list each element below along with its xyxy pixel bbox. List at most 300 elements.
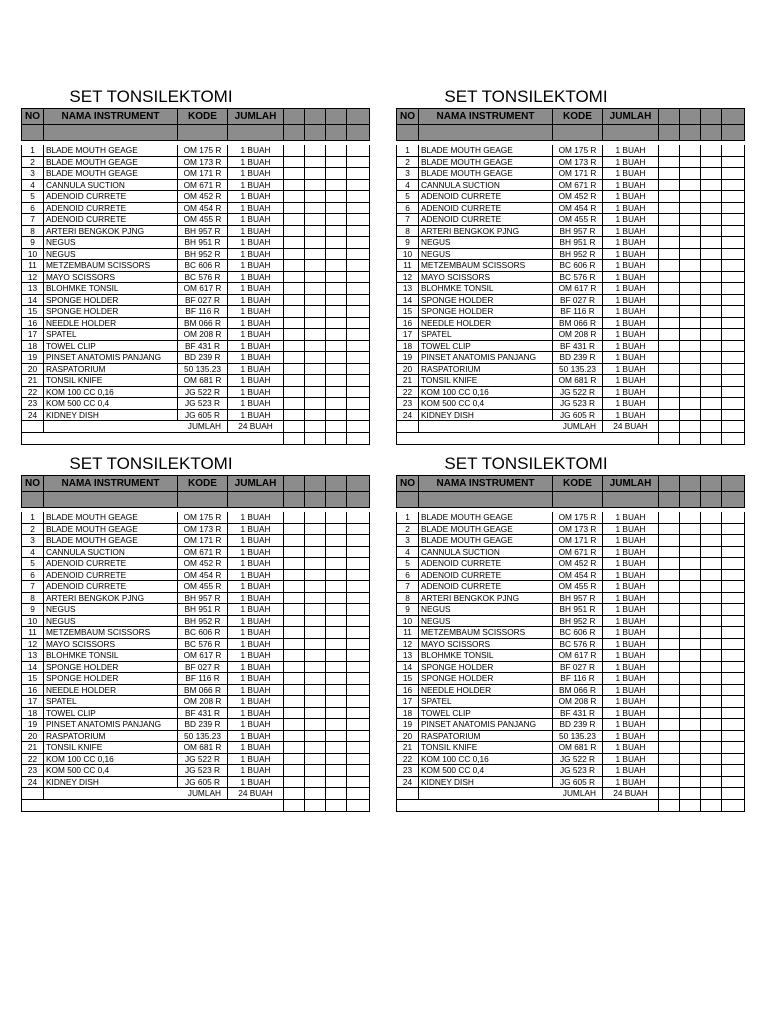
check-cell[interactable] <box>659 742 680 754</box>
check-cell[interactable] <box>659 363 680 375</box>
check-cell[interactable] <box>659 707 680 719</box>
check-cell[interactable] <box>284 742 305 754</box>
check-cell[interactable] <box>680 363 701 375</box>
check-cell[interactable] <box>680 237 701 249</box>
check-cell[interactable] <box>701 546 722 558</box>
check-cell[interactable] <box>659 581 680 593</box>
check-cell[interactable] <box>722 398 745 410</box>
check-cell[interactable] <box>680 191 701 203</box>
check-cell[interactable] <box>722 696 745 708</box>
check-cell[interactable] <box>722 271 745 283</box>
check-cell[interactable] <box>284 765 305 777</box>
check-cell[interactable] <box>305 168 326 180</box>
check-cell[interactable] <box>305 145 326 156</box>
check-cell[interactable] <box>701 558 722 570</box>
check-cell[interactable] <box>347 237 370 249</box>
check-cell[interactable] <box>305 592 326 604</box>
check-cell[interactable] <box>347 260 370 272</box>
check-cell[interactable] <box>722 248 745 260</box>
check-cell[interactable] <box>305 696 326 708</box>
check-cell[interactable] <box>284 696 305 708</box>
check-cell[interactable] <box>305 283 326 295</box>
check-cell[interactable] <box>326 260 347 272</box>
check-cell[interactable] <box>701 707 722 719</box>
check-cell[interactable] <box>722 225 745 237</box>
check-cell[interactable] <box>326 673 347 685</box>
check-cell[interactable] <box>680 765 701 777</box>
check-cell[interactable] <box>722 753 745 765</box>
check-cell[interactable] <box>680 581 701 593</box>
check-cell[interactable] <box>680 558 701 570</box>
check-cell[interactable] <box>326 225 347 237</box>
check-cell[interactable] <box>680 225 701 237</box>
check-cell[interactable] <box>305 386 326 398</box>
check-cell[interactable] <box>722 788 745 800</box>
check-cell[interactable] <box>326 375 347 387</box>
check-cell[interactable] <box>305 650 326 662</box>
check-cell[interactable] <box>722 592 745 604</box>
check-cell[interactable] <box>701 352 722 364</box>
check-cell[interactable] <box>284 707 305 719</box>
check-cell[interactable] <box>347 340 370 352</box>
check-cell[interactable] <box>284 317 305 329</box>
check-cell[interactable] <box>347 156 370 168</box>
check-cell[interactable] <box>680 329 701 341</box>
check-cell[interactable] <box>305 719 326 731</box>
check-cell[interactable] <box>305 776 326 788</box>
check-cell[interactable] <box>305 765 326 777</box>
check-cell[interactable] <box>347 386 370 398</box>
check-cell[interactable] <box>305 788 326 800</box>
check-cell[interactable] <box>659 260 680 272</box>
check-cell[interactable] <box>347 191 370 203</box>
check-cell[interactable] <box>659 684 680 696</box>
check-cell[interactable] <box>659 179 680 191</box>
check-cell[interactable] <box>305 271 326 283</box>
check-cell[interactable] <box>347 363 370 375</box>
check-cell[interactable] <box>722 202 745 214</box>
check-cell[interactable] <box>326 684 347 696</box>
check-cell[interactable] <box>284 179 305 191</box>
check-cell[interactable] <box>326 581 347 593</box>
check-cell[interactable] <box>305 604 326 616</box>
check-cell[interactable] <box>347 248 370 260</box>
check-cell[interactable] <box>722 329 745 341</box>
check-cell[interactable] <box>701 627 722 639</box>
check-cell[interactable] <box>326 294 347 306</box>
check-cell[interactable] <box>701 409 722 421</box>
check-cell[interactable] <box>326 398 347 410</box>
check-cell[interactable] <box>284 191 305 203</box>
check-cell[interactable] <box>305 340 326 352</box>
check-cell[interactable] <box>680 398 701 410</box>
check-cell[interactable] <box>284 523 305 535</box>
check-cell[interactable] <box>680 156 701 168</box>
check-cell[interactable] <box>347 776 370 788</box>
check-cell[interactable] <box>680 604 701 616</box>
check-cell[interactable] <box>680 684 701 696</box>
check-cell[interactable] <box>659 421 680 433</box>
check-cell[interactable] <box>305 730 326 742</box>
check-cell[interactable] <box>284 125 305 141</box>
check-cell[interactable] <box>680 546 701 558</box>
check-cell[interactable] <box>326 592 347 604</box>
check-cell[interactable] <box>347 673 370 685</box>
check-cell[interactable] <box>722 306 745 318</box>
check-cell[interactable] <box>305 707 326 719</box>
check-cell[interactable] <box>659 558 680 570</box>
check-cell[interactable] <box>347 742 370 754</box>
check-cell[interactable] <box>305 225 326 237</box>
check-cell[interactable] <box>680 125 701 141</box>
check-cell[interactable] <box>701 421 722 433</box>
check-cell[interactable] <box>722 156 745 168</box>
check-cell[interactable] <box>305 214 326 226</box>
check-cell[interactable] <box>722 237 745 249</box>
check-cell[interactable] <box>305 512 326 523</box>
check-cell[interactable] <box>326 569 347 581</box>
check-cell[interactable] <box>326 125 347 141</box>
check-cell[interactable] <box>701 306 722 318</box>
check-cell[interactable] <box>347 375 370 387</box>
check-cell[interactable] <box>701 433 722 445</box>
check-cell[interactable] <box>284 352 305 364</box>
check-cell[interactable] <box>326 421 347 433</box>
check-cell[interactable] <box>659 271 680 283</box>
check-cell[interactable] <box>347 271 370 283</box>
check-cell[interactable] <box>701 650 722 662</box>
check-cell[interactable] <box>722 765 745 777</box>
check-cell[interactable] <box>284 627 305 639</box>
check-cell[interactable] <box>326 248 347 260</box>
check-cell[interactable] <box>701 340 722 352</box>
check-cell[interactable] <box>680 271 701 283</box>
check-cell[interactable] <box>722 352 745 364</box>
check-cell[interactable] <box>347 546 370 558</box>
check-cell[interactable] <box>284 684 305 696</box>
check-cell[interactable] <box>722 260 745 272</box>
check-cell[interactable] <box>347 352 370 364</box>
check-cell[interactable] <box>305 260 326 272</box>
check-cell[interactable] <box>680 340 701 352</box>
check-cell[interactable] <box>680 421 701 433</box>
check-cell[interactable] <box>305 684 326 696</box>
check-cell[interactable] <box>305 661 326 673</box>
check-cell[interactable] <box>659 512 680 523</box>
check-cell[interactable] <box>326 696 347 708</box>
check-cell[interactable] <box>347 650 370 662</box>
check-cell[interactable] <box>326 730 347 742</box>
check-cell[interactable] <box>347 398 370 410</box>
check-cell[interactable] <box>680 788 701 800</box>
check-cell[interactable] <box>680 512 701 523</box>
check-cell[interactable] <box>701 523 722 535</box>
check-cell[interactable] <box>305 800 326 812</box>
check-cell[interactable] <box>659 696 680 708</box>
check-cell[interactable] <box>659 352 680 364</box>
check-cell[interactable] <box>305 569 326 581</box>
check-cell[interactable] <box>722 661 745 673</box>
check-cell[interactable] <box>659 340 680 352</box>
check-cell[interactable] <box>284 800 305 812</box>
check-cell[interactable] <box>347 317 370 329</box>
check-cell[interactable] <box>680 352 701 364</box>
check-cell[interactable] <box>326 271 347 283</box>
check-cell[interactable] <box>284 340 305 352</box>
check-cell[interactable] <box>701 271 722 283</box>
check-cell[interactable] <box>347 523 370 535</box>
check-cell[interactable] <box>326 546 347 558</box>
check-cell[interactable] <box>722 145 745 156</box>
check-cell[interactable] <box>722 650 745 662</box>
check-cell[interactable] <box>659 225 680 237</box>
check-cell[interactable] <box>659 214 680 226</box>
check-cell[interactable] <box>347 179 370 191</box>
check-cell[interactable] <box>701 317 722 329</box>
check-cell[interactable] <box>305 433 326 445</box>
check-cell[interactable] <box>659 398 680 410</box>
check-cell[interactable] <box>722 386 745 398</box>
check-cell[interactable] <box>347 492 370 508</box>
check-cell[interactable] <box>722 283 745 295</box>
check-cell[interactable] <box>680 661 701 673</box>
check-cell[interactable] <box>326 283 347 295</box>
check-cell[interactable] <box>701 363 722 375</box>
check-cell[interactable] <box>680 800 701 812</box>
check-cell[interactable] <box>659 125 680 141</box>
check-cell[interactable] <box>701 661 722 673</box>
check-cell[interactable] <box>701 581 722 593</box>
check-cell[interactable] <box>326 742 347 754</box>
check-cell[interactable] <box>680 433 701 445</box>
check-cell[interactable] <box>701 398 722 410</box>
check-cell[interactable] <box>284 294 305 306</box>
check-cell[interactable] <box>284 558 305 570</box>
check-cell[interactable] <box>722 535 745 547</box>
check-cell[interactable] <box>722 191 745 203</box>
check-cell[interactable] <box>326 156 347 168</box>
check-cell[interactable] <box>347 535 370 547</box>
check-cell[interactable] <box>701 788 722 800</box>
check-cell[interactable] <box>659 638 680 650</box>
check-cell[interactable] <box>284 329 305 341</box>
check-cell[interactable] <box>305 558 326 570</box>
check-cell[interactable] <box>722 512 745 523</box>
check-cell[interactable] <box>305 615 326 627</box>
check-cell[interactable] <box>305 179 326 191</box>
check-cell[interactable] <box>284 283 305 295</box>
check-cell[interactable] <box>659 248 680 260</box>
check-cell[interactable] <box>326 352 347 364</box>
check-cell[interactable] <box>305 546 326 558</box>
check-cell[interactable] <box>326 179 347 191</box>
check-cell[interactable] <box>659 673 680 685</box>
check-cell[interactable] <box>701 765 722 777</box>
check-cell[interactable] <box>347 627 370 639</box>
check-cell[interactable] <box>284 306 305 318</box>
check-cell[interactable] <box>305 248 326 260</box>
check-cell[interactable] <box>701 214 722 226</box>
check-cell[interactable] <box>659 719 680 731</box>
check-cell[interactable] <box>347 202 370 214</box>
check-cell[interactable] <box>680 409 701 421</box>
check-cell[interactable] <box>722 569 745 581</box>
check-cell[interactable] <box>326 340 347 352</box>
check-cell[interactable] <box>701 156 722 168</box>
check-cell[interactable] <box>305 375 326 387</box>
check-cell[interactable] <box>326 788 347 800</box>
check-cell[interactable] <box>722 776 745 788</box>
check-cell[interactable] <box>680 375 701 387</box>
check-cell[interactable] <box>347 433 370 445</box>
check-cell[interactable] <box>701 329 722 341</box>
check-cell[interactable] <box>284 409 305 421</box>
check-cell[interactable] <box>305 237 326 249</box>
check-cell[interactable] <box>326 719 347 731</box>
check-cell[interactable] <box>326 386 347 398</box>
check-cell[interactable] <box>722 604 745 616</box>
check-cell[interactable] <box>284 615 305 627</box>
check-cell[interactable] <box>659 283 680 295</box>
check-cell[interactable] <box>659 661 680 673</box>
check-cell[interactable] <box>347 696 370 708</box>
check-cell[interactable] <box>701 569 722 581</box>
check-cell[interactable] <box>680 569 701 581</box>
check-cell[interactable] <box>701 225 722 237</box>
check-cell[interactable] <box>284 237 305 249</box>
check-cell[interactable] <box>659 765 680 777</box>
check-cell[interactable] <box>284 673 305 685</box>
check-cell[interactable] <box>722 581 745 593</box>
check-cell[interactable] <box>701 125 722 141</box>
check-cell[interactable] <box>722 168 745 180</box>
check-cell[interactable] <box>659 800 680 812</box>
check-cell[interactable] <box>659 627 680 639</box>
check-cell[interactable] <box>347 283 370 295</box>
check-cell[interactable] <box>701 604 722 616</box>
check-cell[interactable] <box>722 615 745 627</box>
check-cell[interactable] <box>284 719 305 731</box>
check-cell[interactable] <box>305 352 326 364</box>
check-cell[interactable] <box>722 638 745 650</box>
check-cell[interactable] <box>722 492 745 508</box>
check-cell[interactable] <box>284 421 305 433</box>
check-cell[interactable] <box>326 638 347 650</box>
check-cell[interactable] <box>680 260 701 272</box>
check-cell[interactable] <box>326 627 347 639</box>
check-cell[interactable] <box>680 492 701 508</box>
check-cell[interactable] <box>701 730 722 742</box>
check-cell[interactable] <box>722 433 745 445</box>
check-cell[interactable] <box>326 776 347 788</box>
check-cell[interactable] <box>680 523 701 535</box>
check-cell[interactable] <box>347 329 370 341</box>
check-cell[interactable] <box>305 638 326 650</box>
check-cell[interactable] <box>722 684 745 696</box>
check-cell[interactable] <box>701 776 722 788</box>
check-cell[interactable] <box>305 409 326 421</box>
check-cell[interactable] <box>284 145 305 156</box>
check-cell[interactable] <box>347 638 370 650</box>
check-cell[interactable] <box>722 673 745 685</box>
check-cell[interactable] <box>680 306 701 318</box>
check-cell[interactable] <box>305 317 326 329</box>
check-cell[interactable] <box>284 202 305 214</box>
check-cell[interactable] <box>347 125 370 141</box>
check-cell[interactable] <box>680 592 701 604</box>
check-cell[interactable] <box>701 294 722 306</box>
check-cell[interactable] <box>680 615 701 627</box>
check-cell[interactable] <box>680 214 701 226</box>
check-cell[interactable] <box>722 125 745 141</box>
check-cell[interactable] <box>680 535 701 547</box>
check-cell[interactable] <box>722 558 745 570</box>
check-cell[interactable] <box>347 214 370 226</box>
check-cell[interactable] <box>347 684 370 696</box>
check-cell[interactable] <box>284 156 305 168</box>
check-cell[interactable] <box>305 156 326 168</box>
check-cell[interactable] <box>722 523 745 535</box>
check-cell[interactable] <box>680 696 701 708</box>
check-cell[interactable] <box>326 306 347 318</box>
check-cell[interactable] <box>284 492 305 508</box>
check-cell[interactable] <box>347 409 370 421</box>
check-cell[interactable] <box>722 340 745 352</box>
check-cell[interactable] <box>701 168 722 180</box>
check-cell[interactable] <box>659 317 680 329</box>
check-cell[interactable] <box>347 558 370 570</box>
check-cell[interactable] <box>284 260 305 272</box>
check-cell[interactable] <box>326 492 347 508</box>
check-cell[interactable] <box>722 742 745 754</box>
check-cell[interactable] <box>680 248 701 260</box>
check-cell[interactable] <box>347 730 370 742</box>
check-cell[interactable] <box>305 523 326 535</box>
check-cell[interactable] <box>701 237 722 249</box>
check-cell[interactable] <box>326 202 347 214</box>
check-cell[interactable] <box>722 294 745 306</box>
check-cell[interactable] <box>680 730 701 742</box>
check-cell[interactable] <box>701 684 722 696</box>
check-cell[interactable] <box>347 765 370 777</box>
check-cell[interactable] <box>701 260 722 272</box>
check-cell[interactable] <box>347 512 370 523</box>
check-cell[interactable] <box>326 145 347 156</box>
check-cell[interactable] <box>722 363 745 375</box>
check-cell[interactable] <box>659 535 680 547</box>
check-cell[interactable] <box>680 294 701 306</box>
check-cell[interactable] <box>326 168 347 180</box>
check-cell[interactable] <box>326 329 347 341</box>
check-cell[interactable] <box>722 214 745 226</box>
check-cell[interactable] <box>347 581 370 593</box>
check-cell[interactable] <box>305 294 326 306</box>
check-cell[interactable] <box>284 788 305 800</box>
check-cell[interactable] <box>659 730 680 742</box>
check-cell[interactable] <box>326 363 347 375</box>
check-cell[interactable] <box>659 433 680 445</box>
check-cell[interactable] <box>305 753 326 765</box>
check-cell[interactable] <box>326 558 347 570</box>
check-cell[interactable] <box>347 421 370 433</box>
check-cell[interactable] <box>305 398 326 410</box>
check-cell[interactable] <box>326 317 347 329</box>
check-cell[interactable] <box>305 306 326 318</box>
check-cell[interactable] <box>659 409 680 421</box>
check-cell[interactable] <box>347 615 370 627</box>
check-cell[interactable] <box>701 615 722 627</box>
check-cell[interactable] <box>680 673 701 685</box>
